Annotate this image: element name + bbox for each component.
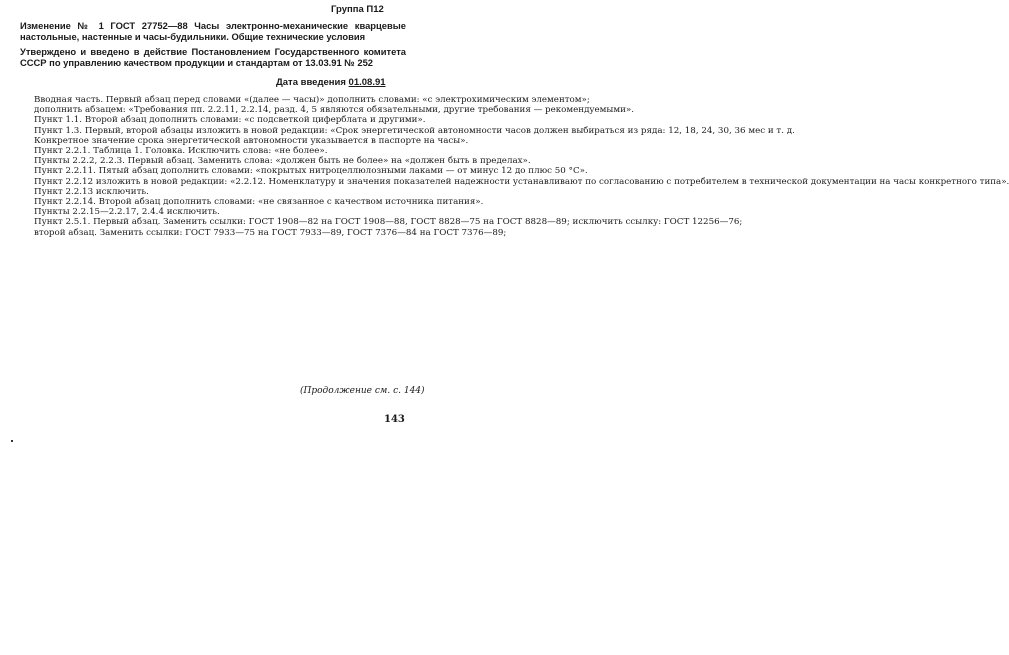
approval-statement: Утверждено и введено в действие Постановлением Государственного комитета СССР по управлению качеством продукции и стандартам от 13.03.91 № 252 <box>20 46 406 68</box>
body-text <box>20 95 1009 238</box>
paragraph: Пункты 2.2.2, 2.2.3. Первый абзац. Заменить слова: «должен быть не более» на «должен быть в пределах». <box>34 156 531 167</box>
paragraph: Пункт 2.2.11. Пятый абзац дополнить словами: «покрытых нитроцеллюлозными лаками — от минус 12 до плюс 50 °С». <box>34 166 588 177</box>
paragraph: Пункт 1.3. Первый, второй абзацы изложить в новой редакции: «Срок энергетической автономности часов должен выбираться из ряда: 12, 18, 24, 30, 36 мес и т. д. <box>34 125 795 136</box>
paragraph: второй абзац. Заменить ссылки: ГОСТ 7933—75 на ГОСТ 7933—89, ГОСТ 7376—84 на ГОСТ 7376—89; <box>34 227 507 238</box>
scan-speck <box>11 440 13 442</box>
effective-date-label: Дата введения <box>276 77 349 88</box>
paragraph: Пункт 2.5.1. Первый абзац. Заменить ссылки: ГОСТ 1908—82 на ГОСТ 1908—88, ГОСТ 8828—75 на ГОСТ 8828—89; исключить ссылку: ГОСТ 12256—76; <box>34 217 743 228</box>
paragraph: Пункты 2.2.15—2.2.17, 2.4.4 исключить. <box>34 207 220 218</box>
effective-date-value: 01.08.91 <box>348 77 386 88</box>
continuation-note: (Продолжение см. с. 144) <box>300 386 425 396</box>
paragraph: Пункт 2.2.12 изложить в новой редакции: «2.2.12. Номенклатуру и значения показателей надежности устанавливают по согласованию с потребителем в технической документации на часы конкретного типа». <box>34 176 1009 187</box>
paragraph: Вводная часть. Первый абзац перед словами «(далее — часы)» дополнить словами: «с электрохимическим элементом»; <box>34 95 590 105</box>
paragraph: дополнить абзацем: «Требования пп. 2.2.11, 2.2.14, разд. 4, 5 являются обязательными, другие требования — рекомендуемыми». <box>34 105 634 116</box>
amendment-heading: Изменение № 1 ГОСТ 27752—88 Часы электронно-механические кварцевые настольные, настенные и часы-будильники. Общие технические условия <box>20 20 406 42</box>
group-label: Группа П12 <box>331 4 384 15</box>
paragraph: Пункт 2.2.13 исключить. <box>34 186 149 197</box>
paragraph: Пункт 1.1. Второй абзац дополнить словами: «с подсветкой циферблата и другими». <box>34 115 426 126</box>
effective-date <box>276 77 386 88</box>
page-number: 143 <box>384 414 405 425</box>
paragraph: Конкретное значение срока энергетической автономности указывается в паспорте на часы». <box>34 135 469 146</box>
paragraph: Пункт 2.2.14. Второй абзац дополнить словами: «не связанное с качеством источника питания». <box>34 197 484 208</box>
paragraph: Пункт 2.2.1. Таблица 1. Головка. Исключить слова: «не более». <box>34 146 328 157</box>
